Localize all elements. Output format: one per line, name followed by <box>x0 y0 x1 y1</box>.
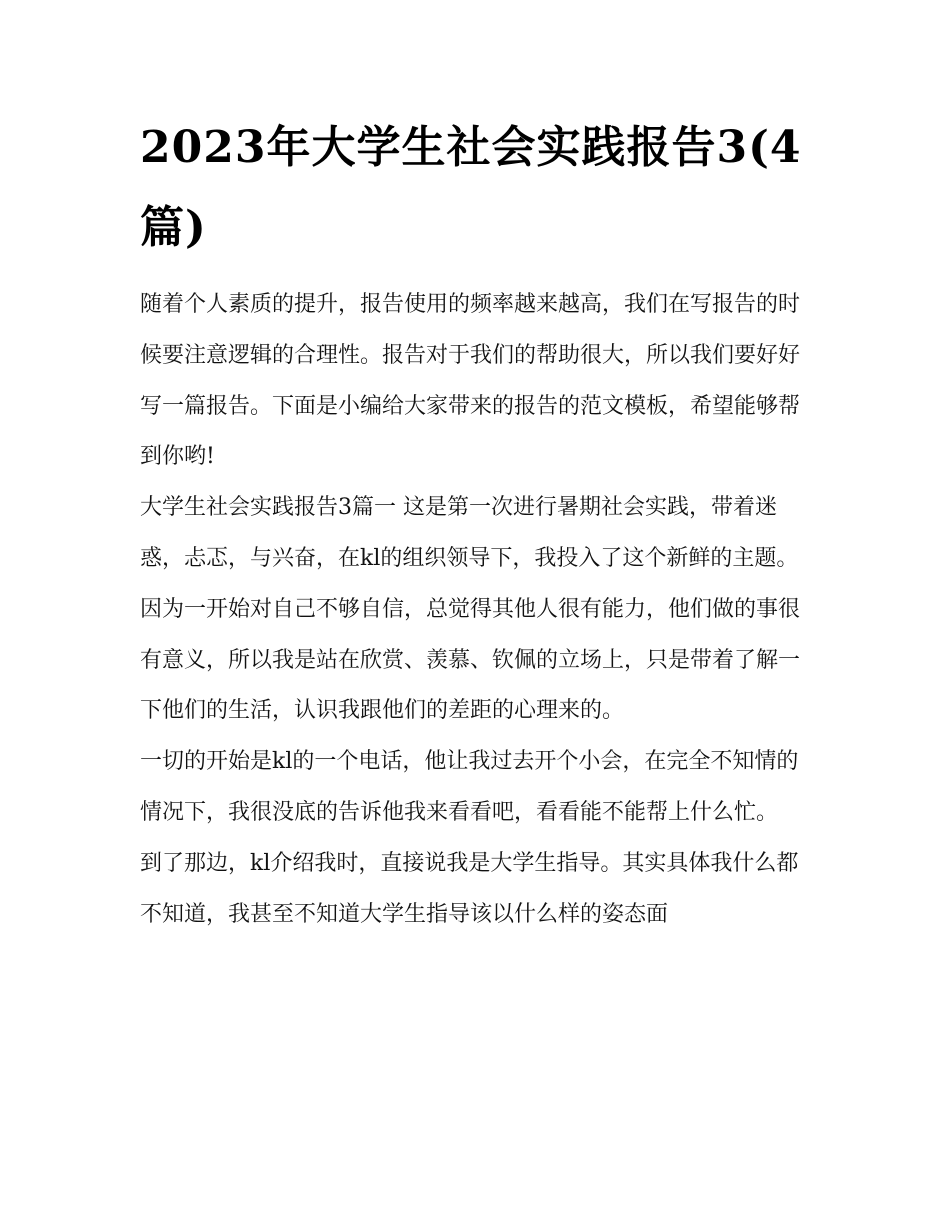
paragraph-3: 一切的开始是kl的一个电话，他让我过去开个小会，在完全不知情的情况下，我很没底的告诉他我来看看吧，看看能不能帮上什么忙。 <box>140 749 799 825</box>
paragraph-intro: 随着个人素质的提升，报告使用的频率越来越高，我们在写报告的时候要注意逻辑的合理性。报告对于我们的帮助很大，所以我们要好好写一篇报告。下面是小编给大家带来的报告的范文模板，希望能够帮到你哟! <box>140 292 801 470</box>
paragraph-1: 大学生社会实践报告3篇一 这是第一次进行暑期社会实践，带着迷惑，忐忑，与兴奋，在kl的组织领导下，我投入了这个新鲜的主题。 <box>140 495 799 571</box>
document-title: 2023年大学生社会实践报告3(4篇) <box>140 122 802 253</box>
paragraph-2: 因为一开始对自己不够自信，总觉得其他人很有能力，他们做的事很有意义，所以我是站在欣赏、羡慕、钦佩的立场上，只是带着了解一下他们的生活，认识我跟他们的差距的心理来的。 <box>140 596 801 724</box>
paragraph-4: 到了那边，kl介绍我时，直接说我是大学生指导。其实具体我什么都不知道，我甚至不知道大学生指导该以什么样的姿态面 <box>140 850 799 927</box>
document-body <box>140 280 812 940</box>
